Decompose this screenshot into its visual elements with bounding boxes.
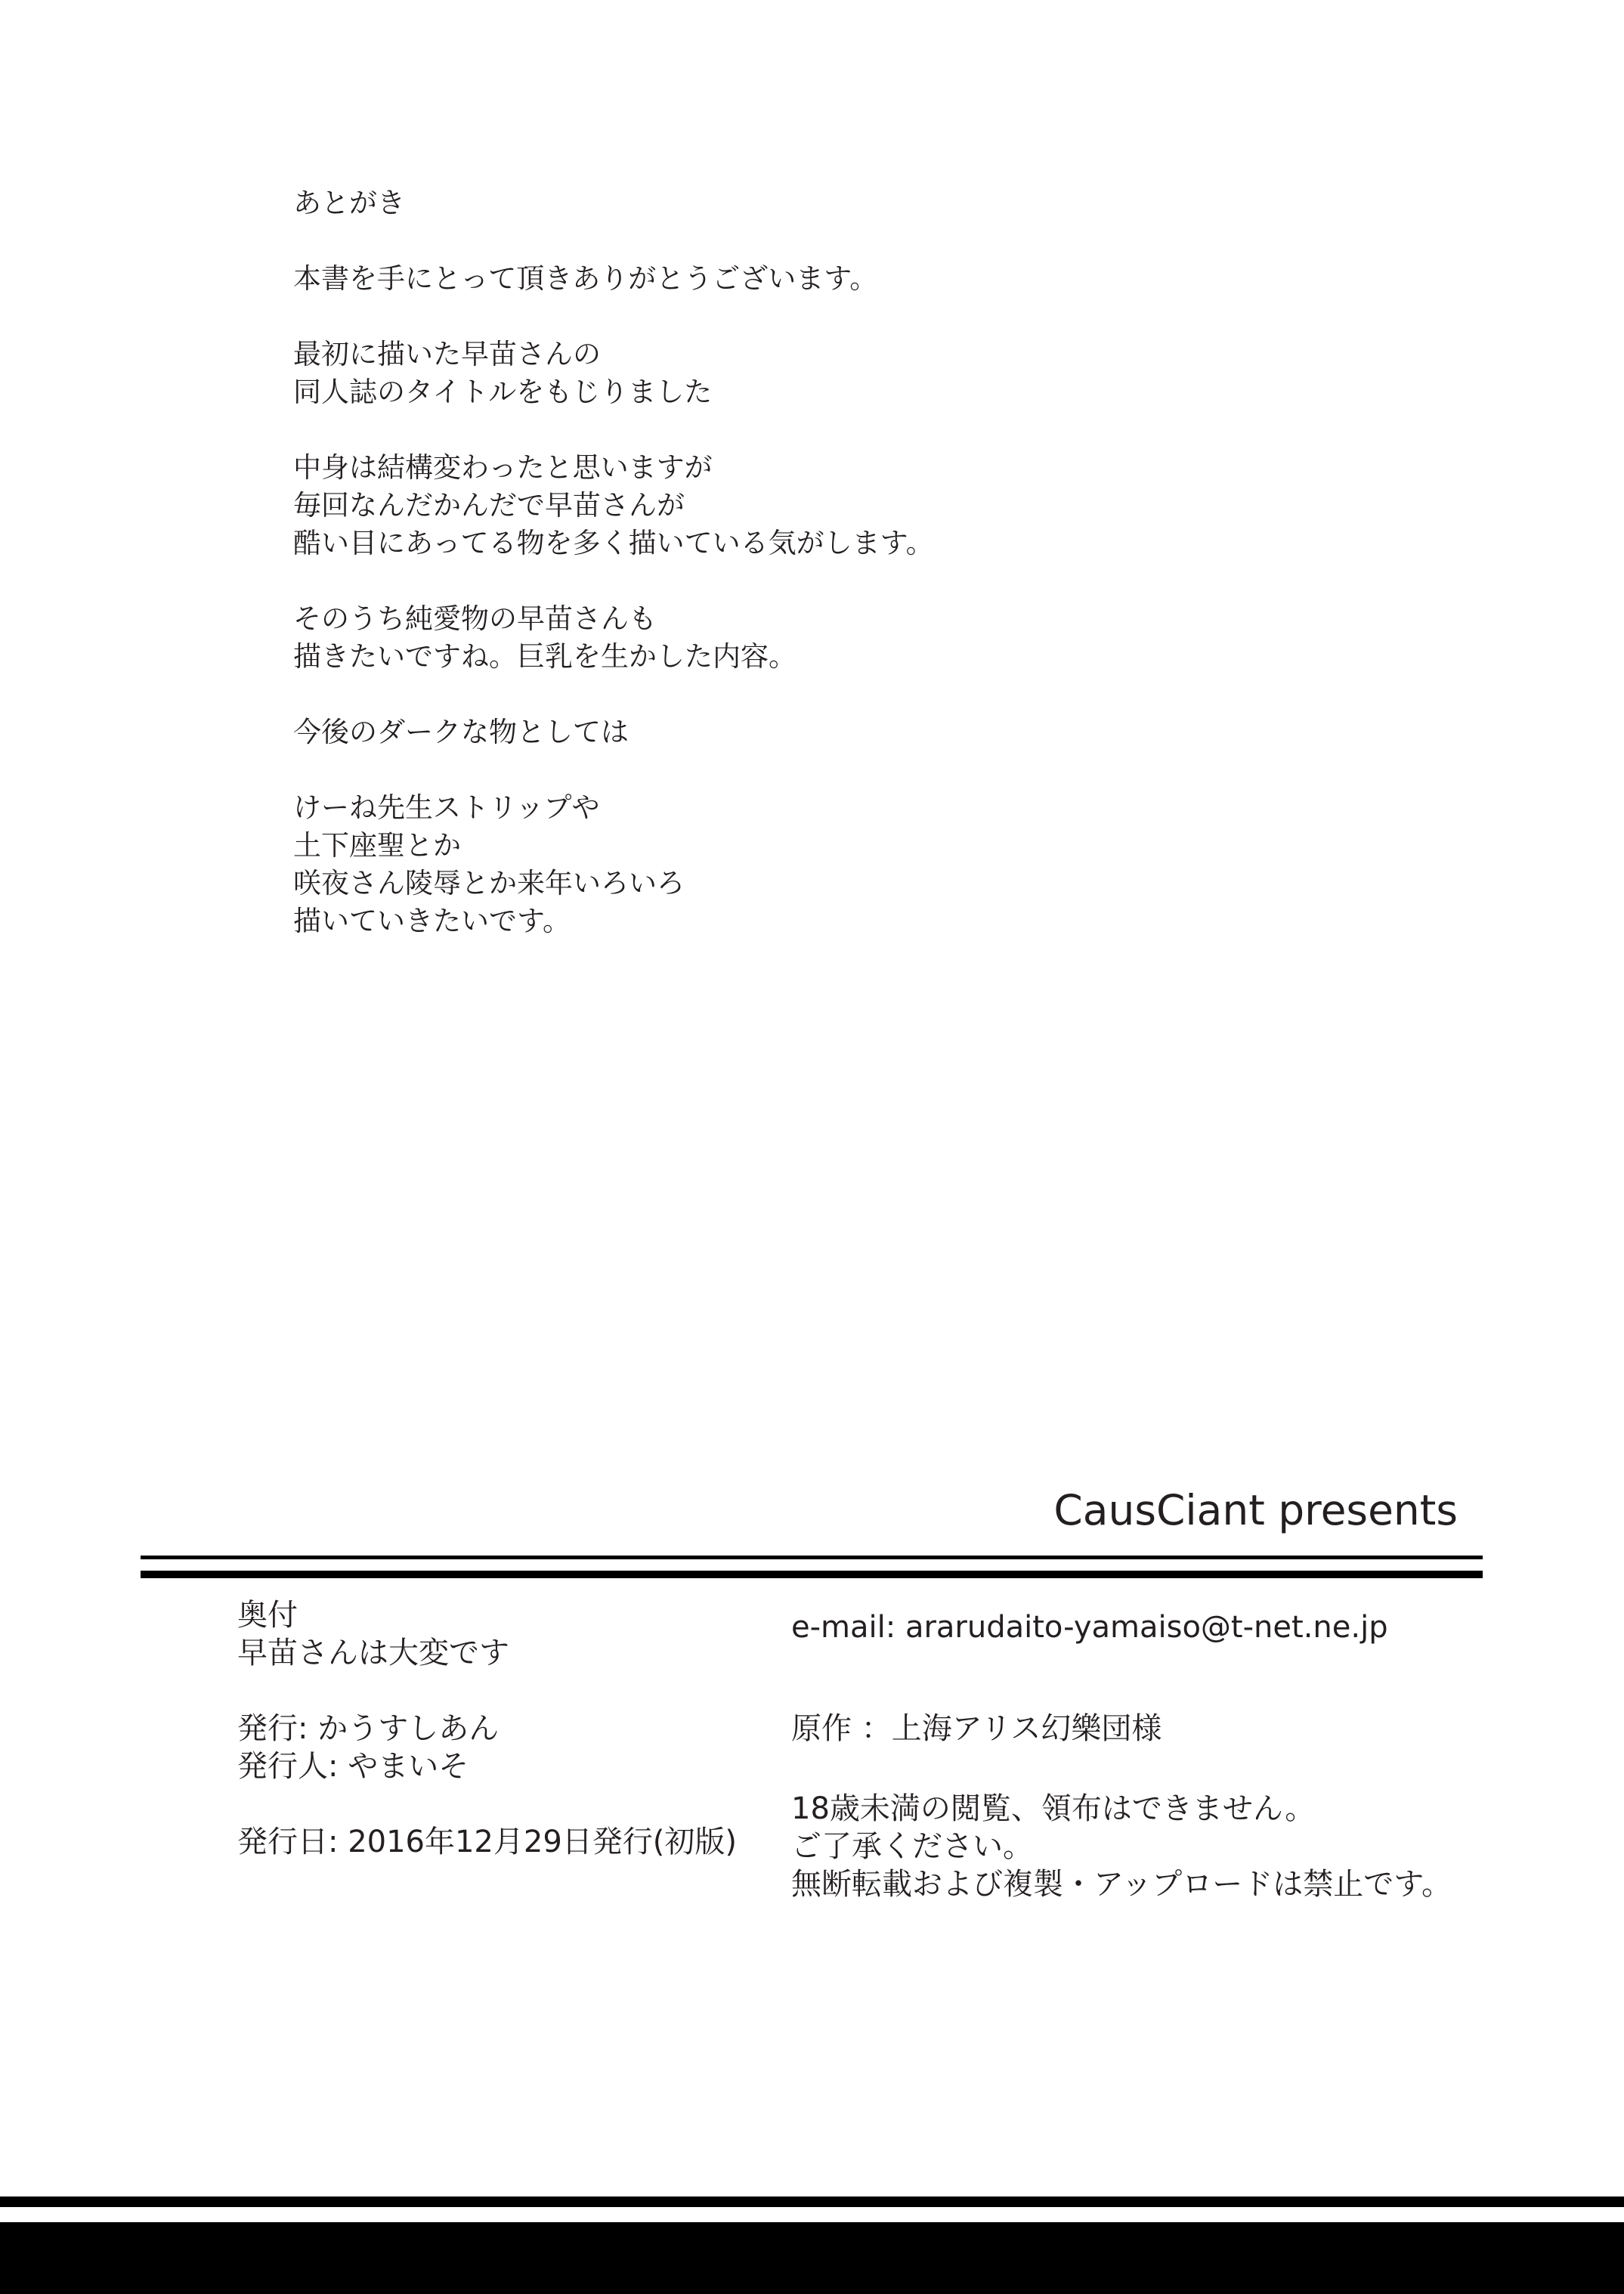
afterword-line: けーね先生ストリップや xyxy=(293,791,600,824)
afterword-line: 最初に描いた早苗さんの xyxy=(293,338,601,370)
colophon-date-group xyxy=(237,1823,737,1861)
colophon-right xyxy=(791,1608,1452,1941)
book-title: 早苗さんは大変です xyxy=(237,1636,509,1670)
afterword-line: 毎回なんだかんだで早苗さんが xyxy=(293,489,685,522)
publisher: 発行: かうすしあん xyxy=(237,1711,500,1746)
afterword-paragraph xyxy=(293,336,1427,411)
footer-bar-thick xyxy=(0,2222,1624,2294)
notice-group xyxy=(791,1790,1452,1903)
notice-line: 無断転載および複製・アップロードは禁止です。 xyxy=(791,1867,1452,1902)
publish-date: 発行日: 2016年12月29日発行(初版) xyxy=(237,1825,737,1859)
circle-presents-label: CausCiant presents xyxy=(1053,1486,1458,1534)
afterword-line: 咲夜さん陵辱とか来年いろいろ xyxy=(293,867,685,899)
colophon-left xyxy=(237,1596,737,1899)
afterword-section xyxy=(293,184,1427,978)
afterword-paragraph xyxy=(293,449,1427,562)
email-address: e-mail: ararudaito-yamaiso@t-net.ne.jp xyxy=(791,1610,1388,1645)
afterword-line: 今後のダークな物としては xyxy=(293,716,629,748)
afterword-line: 酷い目にあってる物を多く描いている気がします。 xyxy=(293,527,934,559)
afterword-line: 描きたいですね。巨乳を生かした内容。 xyxy=(293,640,797,673)
colophon-heading: 奥付 xyxy=(237,1598,298,1633)
afterword-line: 中身は結構変わったと思いますが xyxy=(293,451,713,484)
issuer: 発行人: やまいそ xyxy=(237,1749,469,1784)
colophon-title-group xyxy=(237,1596,737,1672)
footer-bar-thin xyxy=(0,2196,1624,2207)
afterword-line: 描いていきたいです。 xyxy=(293,905,571,937)
afterword-line: 本書を手にとって頂きありがとうございます。 xyxy=(293,262,878,295)
afterword-paragraph xyxy=(293,260,1427,298)
afterword-paragraph xyxy=(293,789,1427,940)
contact-group xyxy=(791,1608,1452,1646)
afterword-line: そのうち純愛物の早苗さんも xyxy=(293,602,657,635)
divider-thin xyxy=(141,1556,1483,1559)
original-work: 原作 ：上海アリス幻樂団様 xyxy=(791,1711,1162,1746)
colophon-publisher-group xyxy=(237,1710,737,1785)
afterword-paragraph xyxy=(293,714,1427,751)
original-work-group xyxy=(791,1710,1452,1748)
afterword-line: 同人誌のタイトルをもじりました xyxy=(293,376,713,408)
notice-line: 18歳未満の閲覧、領布はできません。 xyxy=(791,1791,1316,1826)
divider-thick xyxy=(141,1571,1483,1578)
afterword-paragraph xyxy=(293,600,1427,676)
afterword-title: あとがき xyxy=(293,187,405,219)
notice-line: ご了承ください。 xyxy=(791,1829,1033,1864)
afterword-line: 土下座聖とか xyxy=(293,829,461,862)
